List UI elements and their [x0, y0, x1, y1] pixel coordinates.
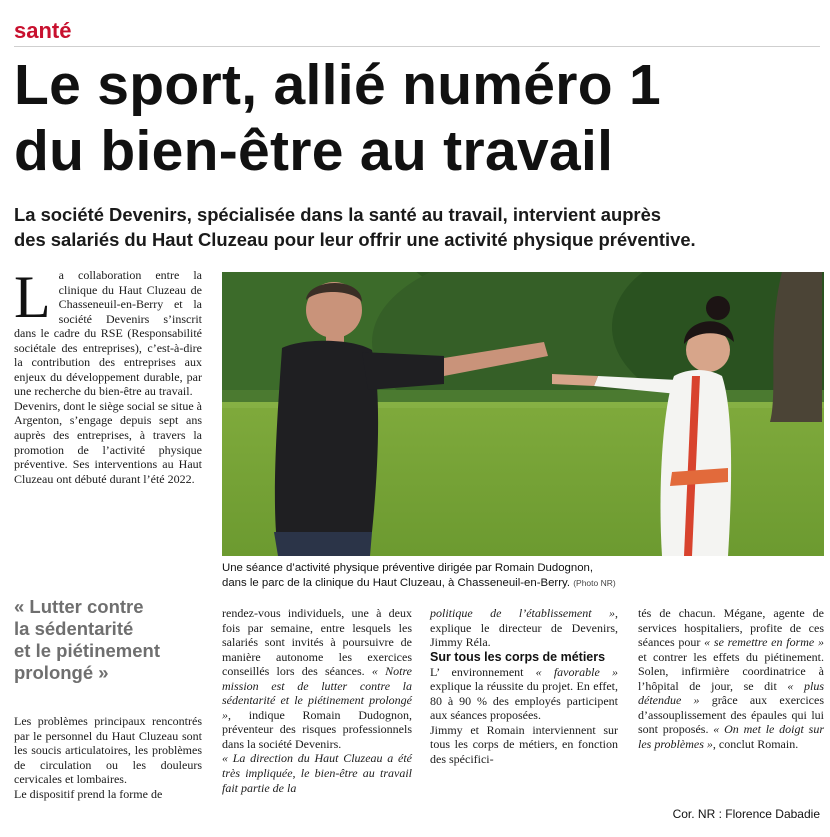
photo-illustration [222, 272, 824, 556]
column-4-b: et contrer les effets du piétinement. Solen, infirmière coordinatrice à l’hôpital de jour, se dit [638, 649, 824, 693]
byline: Cor. NR : Florence Dabadie [672, 807, 820, 821]
column-2 [222, 606, 412, 795]
paragraph-3: Les problèmes principaux rencontrés par le personnel du Haut Cluzeau sont les soucis articulatoires, les problèmes de circulation ou les douleurs cervicales et lombaires. [14, 714, 202, 787]
pull-quote-line-1: « Lutter contre [14, 596, 144, 617]
column-3-paragraph-3: Jimmy et Romain interviennent sur tous les corps de métiers, en fonction des spécifici- [430, 722, 618, 766]
column-2-quote-2-text: « La direction du Haut Cluzeau a été très impliquée, le bien-être au travail fait partie de la [222, 751, 412, 795]
intro-text: a collaboration entre la clinique du Haut Cluzeau de Chasseneuil-en-Berry et la société Devenirs s’inscrit dans le cadre du RSE (Responsabilité sociétale des entreprises), c’est-à-dire la contribution des entreprises aux enjeux du développement durable, par une recherche du bien-être au travail. [14, 268, 202, 399]
column-1-top [14, 264, 202, 486]
column-3-p2-a: L’ environnement [430, 664, 524, 679]
section-label: santé [14, 18, 72, 43]
pull-quote-line-3: et le piétinement [14, 640, 160, 661]
column-4-quote-2: « plus détendue » [638, 678, 825, 708]
column-2-quote-2 [222, 751, 412, 795]
column-4-text [638, 606, 824, 751]
column-2-lead: rendez-vous individuels, une à deux fois par semaine, entre lesquels les salariés sont invités à poursuivre de manière autonome les exercices conseillés lors des séances. [222, 606, 412, 679]
caption-line-2 [222, 576, 824, 591]
column-2-quote-1: « Notre mission est de lutter contre la sédentarité et le piétinement prolongé » [222, 664, 413, 722]
column-4-c: grâce aux exercices d’assouplissement des épaules qui lui sont proposés. [638, 693, 824, 737]
pull-quote-line-4: prolongé » [14, 662, 109, 683]
standfirst-line-2: des salariés du Haut Cluzeau pour leur offrir une activité physique préventive. [14, 229, 696, 250]
column-2-text [222, 606, 412, 751]
caption-line-2-text: dans le parc de la clinique du Haut Cluzeau, à Chasseneuil-en-Berry. [222, 577, 571, 589]
column-4-d: , conclut Romain. [712, 736, 799, 751]
column-3-paragraph-2 [430, 665, 618, 723]
pull-quote-line-2: la sédentarité [14, 618, 134, 639]
article-photo [222, 272, 824, 556]
headline-line-2: du bien-être au travail [14, 119, 614, 183]
column-4-quote-1: « se remettre en forme » [704, 635, 825, 650]
pull-quote [14, 596, 204, 684]
photo-credit: (Photo NR) [573, 578, 616, 588]
paragraph-4: Le dispositif prend la forme de [14, 786, 163, 801]
headline [14, 52, 824, 184]
column-4-quote-3: « On met le doigt sur les problèmes » [638, 722, 824, 751]
column-1-bottom [14, 714, 202, 801]
standfirst-line-1: La société Devenirs, spécialisée dans la santé au travail, intervient auprès [14, 204, 662, 225]
caption-line-1: Une séance d’activité physique préventive dirigée par Romain Dudognon, [222, 562, 594, 574]
column-2-after-quote: , indique Romain Dudognon, préventeur des risques professionnels dans la société Devenirs. [222, 707, 412, 751]
section-rule [14, 46, 820, 47]
column-3-p2-quote: « favorable » [535, 664, 618, 679]
subheading: Sur tous les corps de métiers [430, 649, 606, 664]
column-4 [638, 606, 824, 751]
column-4-a: tés de chacun. Mégane, agente de services hospitaliers, profite de ces séances pour [638, 606, 824, 650]
column-3-quote: politique de l’établissement » [430, 606, 615, 620]
column-3-after-quote: , explique le directeur de Devenirs, Jimmy Réla. [430, 606, 618, 650]
column-3-p2-b: explique la réussite du projet. En effet, 80 à 90 % des employés participent aux séances proposées. [430, 679, 618, 723]
column-3 [430, 606, 618, 766]
column-3-text [430, 606, 618, 650]
paragraph-2: Devenirs, dont le siège social se situe à Argenton, s’engage depuis sept ans auprès des entreprises, à travers la promotion de l’activité physique préventive. Ses interventions au Haut Cluzeau ont débuté durant l’été 2022. [14, 398, 202, 486]
drop-cap: L [14, 264, 51, 330]
photo-caption [222, 561, 824, 591]
intro-paragraph [14, 264, 202, 399]
headline-line-1: Le sport, allié numéro 1 [14, 53, 662, 117]
standfirst [14, 202, 824, 252]
